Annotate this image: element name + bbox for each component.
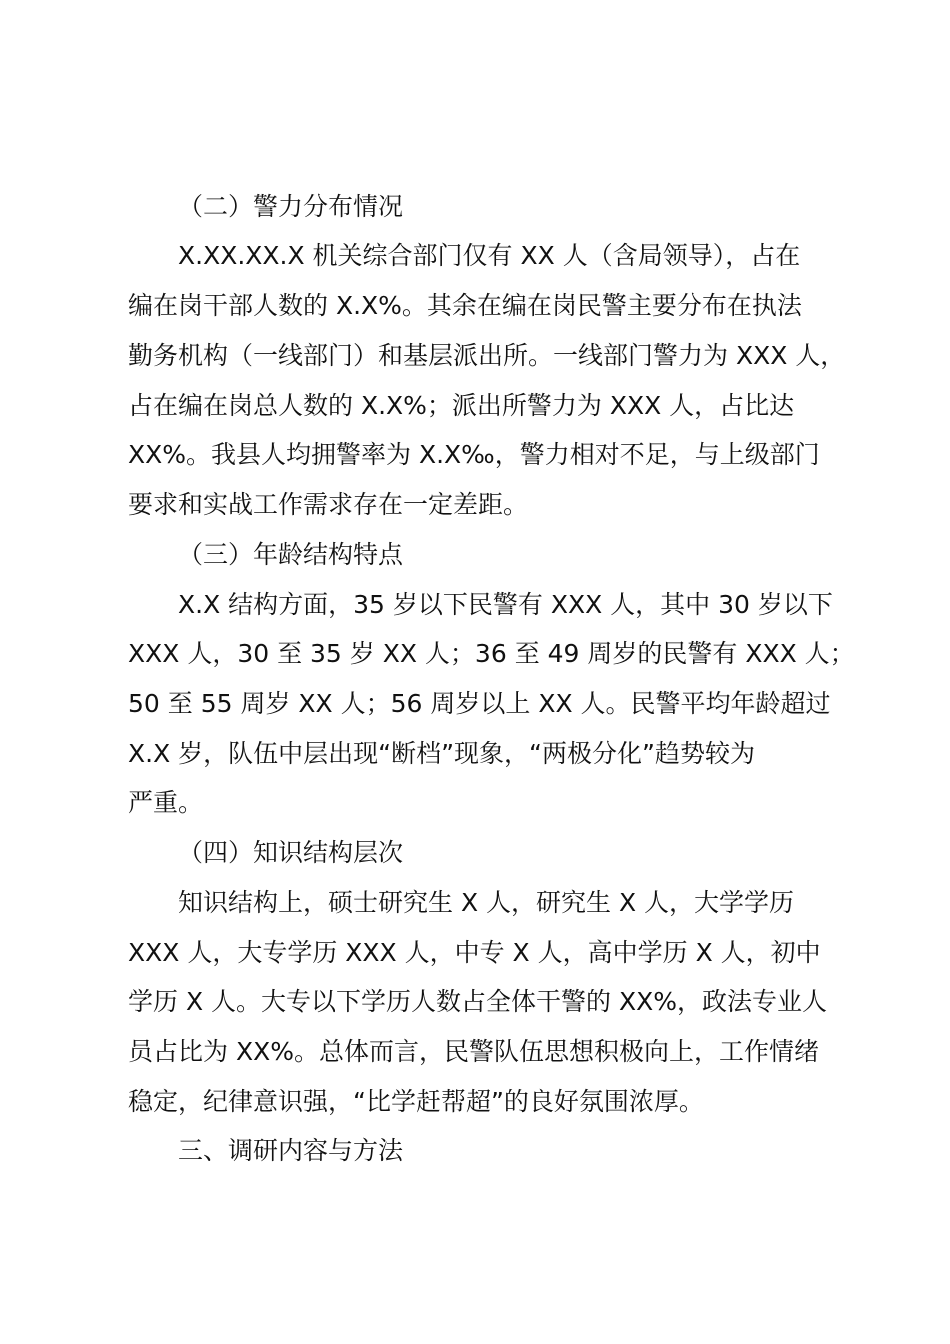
paragraph-line: 编在岗干部人数的 X.X%。其余在编在岗民警主要分布在执法 [128,291,802,320]
section-heading-knowledge-structure: （四）知识结构层次 [178,838,404,867]
paragraph-line: XXX 人，大专学历 XXX 人，中专 X 人，高中学历 X 人，初中 [128,938,821,967]
section-heading-research-methods: 三、调研内容与方法 [178,1136,404,1165]
paragraph-line: XXX 人，30 至 35 岁 XX 人；36 至 49 周岁的民警有 XXX 人； [128,639,855,668]
paragraph-line: X.X 结构方面，35 岁以下民警有 XXX 人，其中 30 岁以下 [178,590,833,619]
paragraph-line: 占在编在岗总人数的 X.X%；派出所警力为 XXX 人，占比达 [128,391,795,420]
paragraph-line: 严重。 [128,788,204,817]
paragraph-line: 50 至 55 周岁 XX 人；56 周岁以上 XX 人。民警平均年龄超过 [128,689,831,718]
paragraph-line: 要求和实战工作需求存在一定差距。 [128,490,529,519]
section-heading-age-structure: （三）年龄结构特点 [178,540,404,569]
paragraph-line: X.X 岁，队伍中层出现“断档”现象，“两极分化”趋势较为 [128,739,755,768]
paragraph-line: 知识结构上，硕士研究生 X 人，研究生 X 人，大学学历 [178,888,795,917]
paragraph-line: XX%。我县人均拥警率为 X.X‰，警力相对不足，与上级部门 [128,440,820,469]
paragraph-line: 勤务机构（一线部门）和基层派出所。一线部门警力为 XXX 人， [128,341,846,370]
paragraph-line: 学历 X 人。大专以下学历人数占全体干警的 XX%，政法专业人 [128,987,827,1016]
section-heading-police-distribution: （二）警力分布情况 [178,192,404,221]
paragraph-line: X.XX.XX.X 机关综合部门仅有 XX 人（含局领导），占在 [178,241,801,270]
paragraph-line: 员占比为 XX%。总体而言，民警队伍思想积极向上，工作情绪 [128,1037,819,1066]
paragraph-line: 稳定，纪律意识强，“比学赶帮超”的良好氛围浓厚。 [128,1087,704,1116]
